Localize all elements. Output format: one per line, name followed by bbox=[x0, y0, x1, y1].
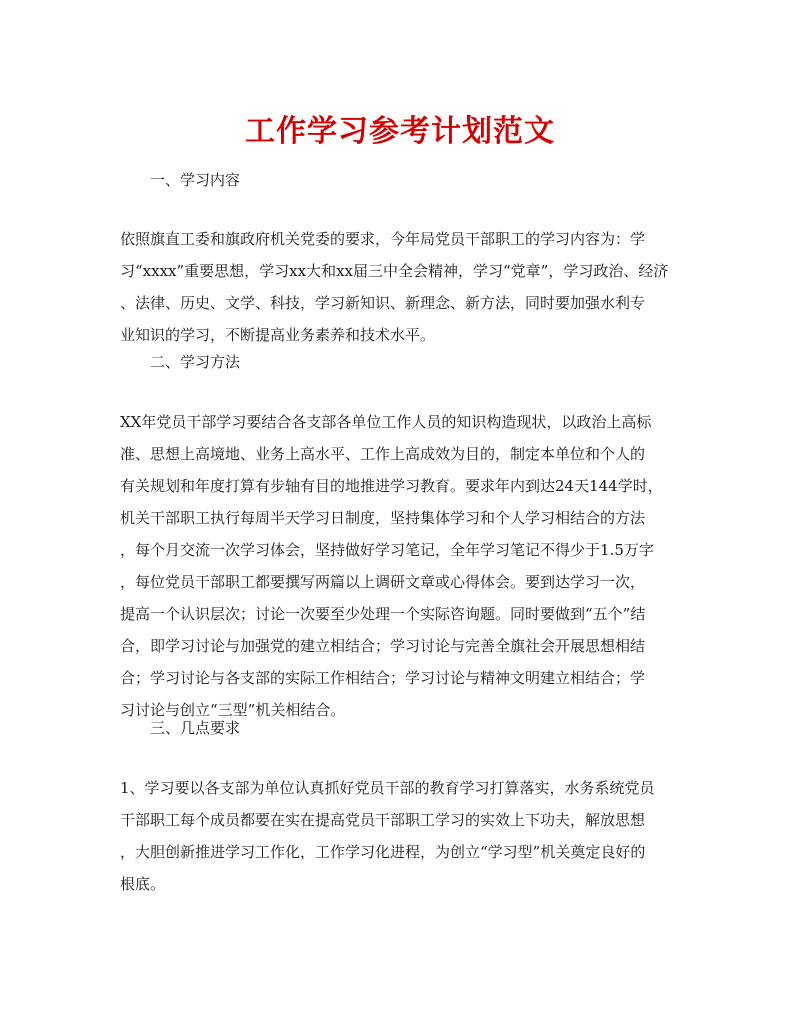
section-heading-3: 三、几点要求 bbox=[150, 719, 241, 737]
section-paragraph-1 bbox=[120, 223, 685, 351]
paragraph-line: 依照旗直工委和旗政府机关党委的要求，今年局党员干部职工的学习内容为：学 bbox=[120, 230, 646, 248]
paragraph-line: ，大胆创新推进学习工作化，工作学习化进程，为创立“学习型”机关奠定良好的 bbox=[120, 843, 646, 861]
paragraph-line: 业知识的学习，不断提高业务素养和技术水平。 bbox=[120, 326, 436, 344]
paragraph-line: 机关干部职工执行每周半天学习日制度，坚持集体学习和个人学习相结合的方法 bbox=[120, 509, 646, 527]
paragraph-line: 提高一个认识层次；讨论一次要至少处理一个实际咨询题。同时要做到“五个”结 bbox=[120, 605, 646, 623]
section-paragraph-3 bbox=[120, 772, 685, 900]
section-paragraph-2 bbox=[120, 406, 685, 726]
paragraph-line: ，每个月交流一次学习体会，坚持做好学习笔记，全年学习笔记不得少于1.5万字 bbox=[120, 541, 654, 559]
paragraph-line: 、法律、历史、文学、科技，学习新知识、新理念、新方法，同时要加强水利专 bbox=[120, 294, 646, 312]
paragraph-line: 习“xxxx”重要思想，学习xx大和xx届三中全会精神，学习“党章”，学习政治、经济 bbox=[120, 262, 669, 280]
section-heading-2: 二、学习方法 bbox=[150, 353, 241, 371]
paragraph-line: 有关规划和年度打算有步轴有目的地推进学习教育。要求年内到达24天144学时， bbox=[120, 477, 663, 495]
paragraph-line: 合；学习讨论与各支部的实际工作相结合；学习讨论与精神文明建立相结合；学 bbox=[120, 669, 646, 687]
document-title: 工作学习参考计划范文 bbox=[245, 114, 555, 149]
paragraph-line: 1、学习要以各支部为单位认真抓好党员干部的教育学习打算落实，水务系统党员 bbox=[120, 779, 655, 797]
section-heading-1: 一、学习内容 bbox=[150, 171, 241, 189]
paragraph-line: 习讨论与创立“三型”机关相结合。 bbox=[120, 701, 346, 719]
paragraph-line: XX年党员干部学习要结合各支部各单位工作人员的知识构造现状，以政治上高标 bbox=[120, 413, 652, 431]
paragraph-line: 干部职工每个成员都要在实在提高党员干部职工学习的实效上下功夫，解放思想 bbox=[120, 811, 646, 829]
paragraph-line: 根底。 bbox=[120, 875, 166, 893]
paragraph-line: 合，即学习讨论与加强党的建立相结合；学习讨论与完善全旗社会开展思想相结 bbox=[120, 637, 646, 655]
paragraph-line: 准、思想上高境地、业务上高水平、工作上高成效为目的，制定本单位和个人的 bbox=[120, 445, 646, 463]
paragraph-line: ，每位党员干部职工都要撰写两篇以上调研文章或心得体会。要到达学习一次， bbox=[120, 573, 646, 591]
